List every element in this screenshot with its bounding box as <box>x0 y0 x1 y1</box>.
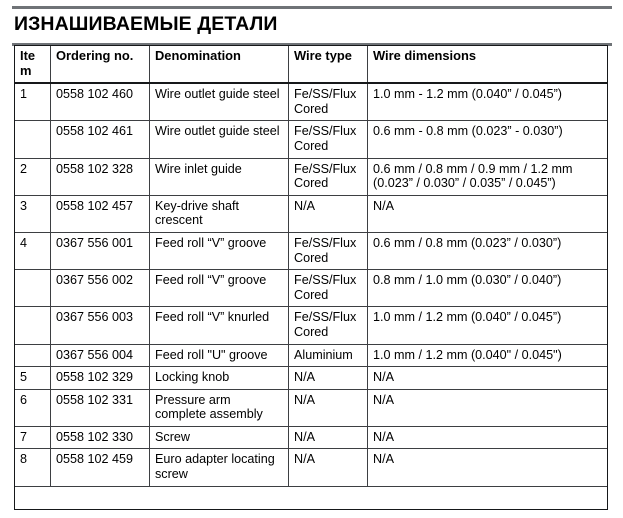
column-header-ordering-no: Ordering no. <box>51 46 150 84</box>
cell-wire-dimensions: N/A <box>368 195 608 232</box>
cell-wire-dimensions: N/A <box>368 426 608 449</box>
cell-wire-dimensions: 0.6 mm / 0.8 mm / 0.9 mm / 1.2 mm (0.023” / 0.030” / 0.035” / 0.045”) <box>368 158 608 195</box>
wear-parts-table <box>14 45 608 487</box>
cell-item: 8 <box>15 449 51 486</box>
cell-wire-dimensions: N/A <box>368 389 608 426</box>
column-header-item: Item <box>15 46 51 84</box>
cell-item: 1 <box>15 83 51 121</box>
cell-wire-type: Fe/SS/Flux Cored <box>289 158 368 195</box>
cell-wire-dimensions: 1.0 mm / 1.2 mm (0.040” / 0.045”) <box>368 307 608 344</box>
cell-item: 2 <box>15 158 51 195</box>
cell-denomination: Feed roll “V” groove <box>150 270 289 307</box>
cell-wire-type: N/A <box>289 426 368 449</box>
cell-denomination: Feed roll “V” knurled <box>150 307 289 344</box>
cell-wire-type: N/A <box>289 449 368 486</box>
cell-denomination: Pressure arm complete assembly <box>150 389 289 426</box>
cell-ordering-no: 0367 556 001 <box>51 232 150 269</box>
cell-wire-type: Fe/SS/Flux Cored <box>289 83 368 121</box>
cell-wire-dimensions: N/A <box>368 367 608 390</box>
table-row <box>15 232 608 269</box>
cell-item <box>15 270 51 307</box>
cell-ordering-no: 0558 102 331 <box>51 389 150 426</box>
table-body <box>15 83 608 486</box>
table-row <box>15 83 608 121</box>
cell-item: 3 <box>15 195 51 232</box>
cell-denomination: Wire outlet guide steel <box>150 83 289 121</box>
cell-item <box>15 344 51 367</box>
cell-denomination: Screw <box>150 426 289 449</box>
table-row <box>15 389 608 426</box>
cell-wire-type: Fe/SS/Flux Cored <box>289 121 368 158</box>
cell-wire-type: N/A <box>289 195 368 232</box>
cell-wire-dimensions: 0.8 mm / 1.0 mm (0.030” / 0.040”) <box>368 270 608 307</box>
table-row <box>15 121 608 158</box>
cell-denomination: Wire inlet guide <box>150 158 289 195</box>
cell-denomination: Euro adapter locating screw <box>150 449 289 486</box>
table-row <box>15 270 608 307</box>
table-row <box>15 344 608 367</box>
table-row <box>15 158 608 195</box>
column-header-denomination: Denomination <box>150 46 289 84</box>
table-row <box>15 426 608 449</box>
cell-item: 4 <box>15 232 51 269</box>
cell-wire-type: N/A <box>289 389 368 426</box>
cell-ordering-no: 0367 556 003 <box>51 307 150 344</box>
cell-ordering-no: 0558 102 459 <box>51 449 150 486</box>
cell-item: 5 <box>15 367 51 390</box>
cell-wire-type: Fe/SS/Flux Cored <box>289 270 368 307</box>
column-header-wire-type: Wire type <box>289 46 368 84</box>
cell-wire-dimensions: 1.0 mm - 1.2 mm (0.040” / 0.045”) <box>368 83 608 121</box>
cell-ordering-no: 0558 102 330 <box>51 426 150 449</box>
cell-denomination: Key-drive shaft crescent <box>150 195 289 232</box>
table-row <box>15 367 608 390</box>
cell-denomination: Feed roll "U" groove <box>150 344 289 367</box>
cell-wire-dimensions: 0.6 mm - 0.8 mm (0.023” - 0.030”) <box>368 121 608 158</box>
cell-wire-type: Aluminium <box>289 344 368 367</box>
wear-parts-table-wrapper <box>14 45 608 487</box>
column-header-wire-dimensions: Wire dimensions <box>368 46 608 84</box>
cell-item: 7 <box>15 426 51 449</box>
table-row <box>15 307 608 344</box>
table-row <box>15 195 608 232</box>
cell-item: 6 <box>15 389 51 426</box>
cell-wire-type: Fe/SS/Flux Cored <box>289 307 368 344</box>
cell-ordering-no: 0558 102 328 <box>51 158 150 195</box>
cell-denomination: Wire outlet guide steel <box>150 121 289 158</box>
cell-ordering-no: 0367 556 004 <box>51 344 150 367</box>
cell-ordering-no: 0558 102 460 <box>51 83 150 121</box>
cell-item <box>15 121 51 158</box>
page-title: ИЗНАШИВАЕМЫЕ ДЕТАЛИ <box>14 13 278 35</box>
cell-wire-dimensions: 1.0 mm / 1.2 mm (0.040" / 0.045") <box>368 344 608 367</box>
cell-wire-dimensions: N/A <box>368 449 608 486</box>
table-row <box>15 449 608 486</box>
cell-wire-dimensions: 0.6 mm / 0.8 mm (0.023” / 0.030”) <box>368 232 608 269</box>
cell-denomination: Locking knob <box>150 367 289 390</box>
cell-ordering-no: 0558 102 461 <box>51 121 150 158</box>
cell-item <box>15 307 51 344</box>
cell-denomination: Feed roll “V” groove <box>150 232 289 269</box>
cell-wire-type: Fe/SS/Flux Cored <box>289 232 368 269</box>
cell-ordering-no: 0558 102 457 <box>51 195 150 232</box>
table-header-row <box>15 46 608 84</box>
table-header <box>15 46 608 84</box>
title-block <box>12 6 612 46</box>
cell-wire-type: N/A <box>289 367 368 390</box>
cell-ordering-no: 0558 102 329 <box>51 367 150 390</box>
cell-ordering-no: 0367 556 002 <box>51 270 150 307</box>
